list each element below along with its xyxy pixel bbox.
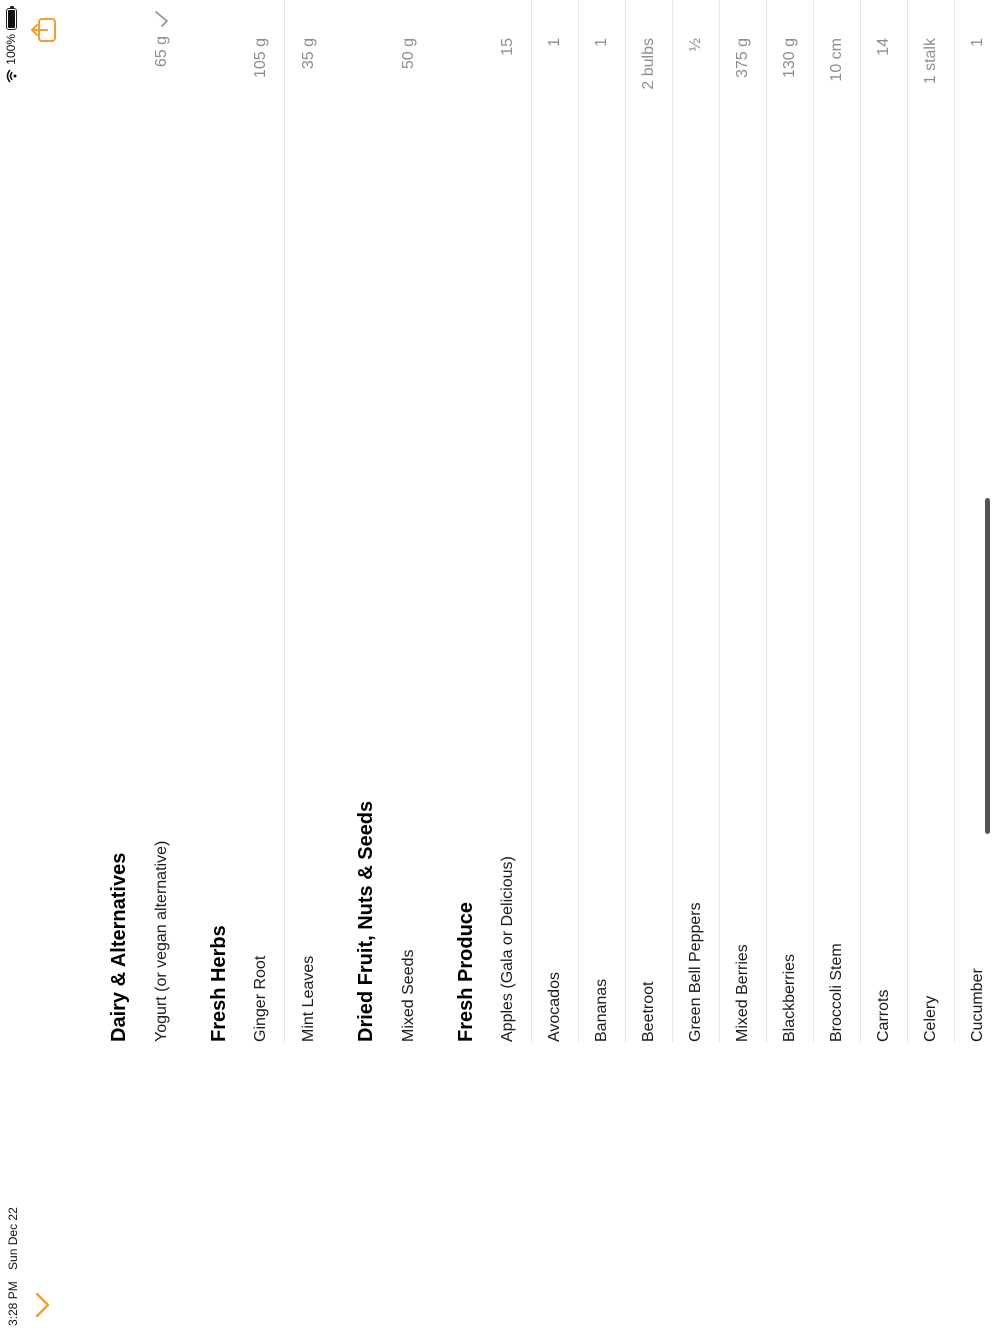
item-quantity: 15 [499, 38, 516, 56]
list-item[interactable] [579, 0, 626, 1042]
list-item[interactable] [814, 0, 861, 1042]
item-name: Avocados [546, 972, 563, 1042]
item-quantity: 1 [546, 38, 563, 47]
item-name: Yogurt (or vegan alternative) [152, 840, 170, 1042]
back-button[interactable] [28, 1290, 58, 1320]
list-item[interactable] [767, 0, 814, 1042]
item-quantity: 65 g [152, 36, 170, 68]
item-quantity: 14 [875, 38, 892, 56]
list-item[interactable] [532, 0, 579, 1042]
item-quantity: 375 g [734, 38, 751, 79]
section-header-dried: Dried Fruit, Nuts & Seeds [355, 800, 377, 1042]
chevron-down-icon [28, 1290, 58, 1320]
battery-icon [6, 8, 17, 30]
item-name: Broccoli Stem [828, 943, 845, 1042]
item-quantity: 130 g [781, 38, 798, 79]
item-quantity: 50 g [399, 38, 417, 70]
item-name: Celery [922, 995, 939, 1042]
item-quantity: 35 g [299, 38, 317, 70]
item-quantity: 2 bulbs [640, 38, 657, 90]
list-item[interactable] [908, 0, 955, 1042]
scrollbar[interactable] [985, 498, 990, 834]
item-name: Carrots [875, 989, 892, 1042]
list-item[interactable] [385, 0, 432, 1042]
list-item[interactable] [285, 0, 332, 1042]
section-header-produce: Fresh Produce [455, 901, 477, 1042]
checkmark-icon [153, 10, 171, 28]
status-bar-left [6, 1199, 20, 1326]
item-name: Cucumber [969, 968, 986, 1042]
share-button[interactable] [30, 14, 58, 44]
list-item[interactable] [485, 0, 532, 1042]
item-name: Bananas [593, 978, 610, 1042]
item-name: Blackberries [781, 953, 798, 1042]
share-icon [30, 14, 58, 44]
item-quantity: 10 cm [828, 38, 845, 82]
item-quantity: 1 [969, 38, 986, 47]
item-quantity: 105 g [252, 38, 269, 79]
item-name: Mint Leaves [299, 955, 317, 1042]
item-name: Beetroot [640, 981, 657, 1042]
wifi-icon [6, 69, 17, 83]
battery-percent: 100% [4, 34, 18, 65]
status-date: Sun Dec 22 [6, 1207, 20, 1270]
item-name: Apples (Gala or Delicious) [499, 856, 516, 1042]
list-item[interactable] [238, 0, 285, 1042]
status-time: 3:28 PM [6, 1281, 20, 1326]
item-name: Mixed Berries [734, 944, 751, 1042]
item-name: Green Bell Peppers [687, 902, 704, 1042]
status-bar-right [4, 8, 18, 83]
section-header-herbs: Fresh Herbs [208, 925, 230, 1042]
list-item[interactable] [138, 0, 185, 1042]
item-quantity: 1 [593, 38, 610, 47]
item-name: Ginger Root [252, 955, 269, 1042]
list-item[interactable] [673, 0, 720, 1042]
list-item[interactable] [861, 0, 908, 1042]
item-quantity: ½ [687, 38, 704, 52]
section-header-dairy: Dairy & Alternatives [108, 852, 130, 1042]
list-item[interactable] [720, 0, 767, 1042]
item-quantity: 1 stalk [922, 38, 939, 85]
list-item[interactable] [626, 0, 673, 1042]
shopping-list [85, 0, 1000, 1042]
list-item[interactable] [955, 0, 1000, 1042]
item-name: Mixed Seeds [399, 949, 417, 1042]
